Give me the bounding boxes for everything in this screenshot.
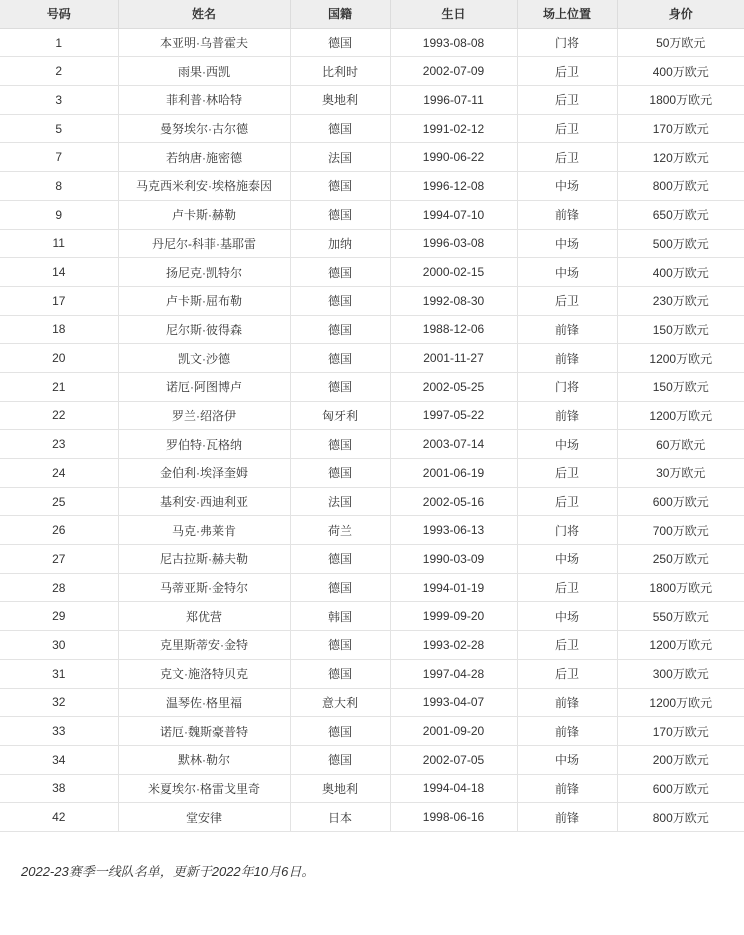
- cell-position: 门将: [517, 28, 617, 57]
- cell-value: 1800万欧元: [617, 86, 744, 115]
- table-row: [0, 774, 744, 803]
- cell-number: 22: [0, 401, 118, 430]
- cell-nationality: 德国: [290, 372, 390, 401]
- table-row: [0, 28, 744, 57]
- footnote: 2022-23赛季一线队名单，更新于2022年10月6日。: [21, 863, 315, 879]
- cell-birthday: 1996-03-08: [390, 229, 517, 258]
- table-row: [0, 459, 744, 488]
- cell-name: 堂安律: [118, 803, 290, 832]
- cell-name: 默林·勒尔: [118, 745, 290, 774]
- cell-number: 24: [0, 459, 118, 488]
- cell-value: 800万欧元: [617, 803, 744, 832]
- cell-position: 后卫: [517, 459, 617, 488]
- cell-position: 后卫: [517, 487, 617, 516]
- cell-name: 郑优营: [118, 602, 290, 631]
- cell-position: 前锋: [517, 200, 617, 229]
- cell-birthday: 1997-05-22: [390, 401, 517, 430]
- cell-birthday: 1991-02-12: [390, 114, 517, 143]
- cell-birthday: 1990-06-22: [390, 143, 517, 172]
- cell-position: 中场: [517, 172, 617, 201]
- cell-value: 500万欧元: [617, 229, 744, 258]
- cell-number: 2: [0, 57, 118, 86]
- cell-value: 230万欧元: [617, 286, 744, 315]
- cell-number: 28: [0, 573, 118, 602]
- cell-name: 雨果·西凯: [118, 57, 290, 86]
- cell-position: 前锋: [517, 401, 617, 430]
- cell-position: 中场: [517, 258, 617, 287]
- cell-number: 25: [0, 487, 118, 516]
- cell-name: 米夏埃尔·格雷戈里奇: [118, 774, 290, 803]
- cell-number: 3: [0, 86, 118, 115]
- cell-birthday: 2001-06-19: [390, 459, 517, 488]
- cell-name: 尼尔斯·彼得森: [118, 315, 290, 344]
- cell-number: 32: [0, 688, 118, 717]
- table-row: [0, 631, 744, 660]
- cell-nationality: 德国: [290, 545, 390, 574]
- table-row: [0, 688, 744, 717]
- table-row: [0, 717, 744, 746]
- cell-position: 后卫: [517, 631, 617, 660]
- table-row: [0, 659, 744, 688]
- cell-value: 170万欧元: [617, 717, 744, 746]
- cell-birthday: 1988-12-06: [390, 315, 517, 344]
- cell-number: 11: [0, 229, 118, 258]
- cell-value: 600万欧元: [617, 774, 744, 803]
- cell-number: 18: [0, 315, 118, 344]
- cell-position: 前锋: [517, 344, 617, 373]
- cell-value: 50万欧元: [617, 28, 744, 57]
- table-row: [0, 57, 744, 86]
- cell-value: 400万欧元: [617, 258, 744, 287]
- cell-birthday: 1992-08-30: [390, 286, 517, 315]
- cell-birthday: 1993-06-13: [390, 516, 517, 545]
- cell-position: 中场: [517, 745, 617, 774]
- cell-value: 1200万欧元: [617, 631, 744, 660]
- cell-birthday: 1996-07-11: [390, 86, 517, 115]
- cell-birthday: 2000-02-15: [390, 258, 517, 287]
- cell-number: 42: [0, 803, 118, 832]
- cell-nationality: 德国: [290, 200, 390, 229]
- cell-name: 凯文·沙德: [118, 344, 290, 373]
- cell-birthday: 1997-04-28: [390, 659, 517, 688]
- table-header-row: [0, 0, 744, 28]
- cell-nationality: 加纳: [290, 229, 390, 258]
- cell-name: 丹尼尔-科菲·基耶雷: [118, 229, 290, 258]
- cell-name: 曼努埃尔·古尔德: [118, 114, 290, 143]
- cell-nationality: 德国: [290, 459, 390, 488]
- cell-value: 650万欧元: [617, 200, 744, 229]
- cell-name: 克里斯蒂安·金特: [118, 631, 290, 660]
- cell-position: 前锋: [517, 688, 617, 717]
- cell-birthday: 2001-11-27: [390, 344, 517, 373]
- cell-value: 700万欧元: [617, 516, 744, 545]
- cell-position: 中场: [517, 602, 617, 631]
- table-row: [0, 545, 744, 574]
- cell-name: 扬尼克·凯特尔: [118, 258, 290, 287]
- cell-nationality: 韩国: [290, 602, 390, 631]
- cell-number: 30: [0, 631, 118, 660]
- cell-nationality: 德国: [290, 573, 390, 602]
- table-row: [0, 803, 744, 832]
- cell-number: 17: [0, 286, 118, 315]
- cell-number: 20: [0, 344, 118, 373]
- cell-nationality: 德国: [290, 430, 390, 459]
- cell-number: 27: [0, 545, 118, 574]
- cell-value: 1800万欧元: [617, 573, 744, 602]
- cell-position: 后卫: [517, 573, 617, 602]
- cell-nationality: 比利时: [290, 57, 390, 86]
- cell-value: 150万欧元: [617, 315, 744, 344]
- table-row: [0, 114, 744, 143]
- table-row: [0, 172, 744, 201]
- cell-birthday: 2001-09-20: [390, 717, 517, 746]
- table-row: [0, 487, 744, 516]
- cell-name: 菲利普·林哈特: [118, 86, 290, 115]
- cell-position: 门将: [517, 372, 617, 401]
- cell-name: 罗兰·绍洛伊: [118, 401, 290, 430]
- cell-nationality: 德国: [290, 286, 390, 315]
- cell-nationality: 德国: [290, 114, 390, 143]
- cell-position: 后卫: [517, 57, 617, 86]
- cell-name: 尼古拉斯·赫夫勒: [118, 545, 290, 574]
- cell-nationality: 德国: [290, 315, 390, 344]
- cell-birthday: 1999-09-20: [390, 602, 517, 631]
- cell-value: 1200万欧元: [617, 344, 744, 373]
- cell-number: 7: [0, 143, 118, 172]
- table-row: [0, 86, 744, 115]
- cell-number: 29: [0, 602, 118, 631]
- cell-name: 若纳唐·施密德: [118, 143, 290, 172]
- table-row: [0, 229, 744, 258]
- cell-number: 38: [0, 774, 118, 803]
- cell-position: 中场: [517, 229, 617, 258]
- cell-nationality: 奥地利: [290, 774, 390, 803]
- cell-birthday: 1993-02-28: [390, 631, 517, 660]
- cell-nationality: 荷兰: [290, 516, 390, 545]
- cell-name: 基利安·西迪利亚: [118, 487, 290, 516]
- cell-number: 33: [0, 717, 118, 746]
- cell-birthday: 2003-07-14: [390, 430, 517, 459]
- cell-nationality: 德国: [290, 258, 390, 287]
- cell-birthday: 1993-04-07: [390, 688, 517, 717]
- table-row: [0, 602, 744, 631]
- table-body: [0, 28, 744, 831]
- cell-nationality: 匈牙利: [290, 401, 390, 430]
- cell-nationality: 德国: [290, 631, 390, 660]
- cell-position: 前锋: [517, 315, 617, 344]
- cell-value: 1200万欧元: [617, 401, 744, 430]
- table-row: [0, 401, 744, 430]
- cell-position: 后卫: [517, 659, 617, 688]
- cell-birthday: 1994-07-10: [390, 200, 517, 229]
- cell-position: 后卫: [517, 114, 617, 143]
- cell-value: 170万欧元: [617, 114, 744, 143]
- column-header-nationality: 国籍: [290, 0, 390, 28]
- cell-position: 中场: [517, 545, 617, 574]
- table-row: [0, 573, 744, 602]
- cell-value: 120万欧元: [617, 143, 744, 172]
- cell-value: 150万欧元: [617, 372, 744, 401]
- table-row: [0, 516, 744, 545]
- column-header-value: 身价: [617, 0, 744, 28]
- cell-nationality: 德国: [290, 717, 390, 746]
- cell-number: 1: [0, 28, 118, 57]
- cell-name: 马克西米利安·埃格施泰因: [118, 172, 290, 201]
- cell-nationality: 法国: [290, 487, 390, 516]
- column-header-position: 场上位置: [517, 0, 617, 28]
- cell-nationality: 德国: [290, 659, 390, 688]
- cell-name: 本亚明·乌普霍夫: [118, 28, 290, 57]
- cell-number: 14: [0, 258, 118, 287]
- cell-birthday: 1994-04-18: [390, 774, 517, 803]
- cell-nationality: 日本: [290, 803, 390, 832]
- cell-position: 后卫: [517, 86, 617, 115]
- cell-position: 前锋: [517, 774, 617, 803]
- cell-name: 克文·施洛特贝克: [118, 659, 290, 688]
- cell-name: 卢卡斯·赫勒: [118, 200, 290, 229]
- cell-number: 34: [0, 745, 118, 774]
- cell-value: 400万欧元: [617, 57, 744, 86]
- column-header-number: 号码: [0, 0, 118, 28]
- table-row: [0, 286, 744, 315]
- cell-number: 21: [0, 372, 118, 401]
- table-row: [0, 200, 744, 229]
- cell-number: 23: [0, 430, 118, 459]
- cell-birthday: 2002-07-09: [390, 57, 517, 86]
- cell-birthday: 1996-12-08: [390, 172, 517, 201]
- cell-nationality: 德国: [290, 745, 390, 774]
- cell-nationality: 德国: [290, 28, 390, 57]
- cell-name: 温琴佐·格里福: [118, 688, 290, 717]
- cell-position: 中场: [517, 430, 617, 459]
- cell-birthday: 2002-07-05: [390, 745, 517, 774]
- cell-birthday: 2002-05-16: [390, 487, 517, 516]
- cell-nationality: 法国: [290, 143, 390, 172]
- cell-nationality: 德国: [290, 344, 390, 373]
- table-row: [0, 430, 744, 459]
- cell-number: 5: [0, 114, 118, 143]
- cell-position: 门将: [517, 516, 617, 545]
- cell-nationality: 奥地利: [290, 86, 390, 115]
- cell-value: 30万欧元: [617, 459, 744, 488]
- cell-name: 金伯利·埃泽奎姆: [118, 459, 290, 488]
- cell-birthday: 1993-08-08: [390, 28, 517, 57]
- cell-number: 31: [0, 659, 118, 688]
- table-row: [0, 143, 744, 172]
- cell-position: 后卫: [517, 286, 617, 315]
- cell-name: 马蒂亚斯·金特尔: [118, 573, 290, 602]
- cell-value: 60万欧元: [617, 430, 744, 459]
- cell-number: 8: [0, 172, 118, 201]
- table-row: [0, 745, 744, 774]
- column-header-name: 姓名: [118, 0, 290, 28]
- cell-name: 卢卡斯·屈布勒: [118, 286, 290, 315]
- cell-name: 罗伯特·瓦格纳: [118, 430, 290, 459]
- cell-value: 200万欧元: [617, 745, 744, 774]
- cell-position: 前锋: [517, 717, 617, 746]
- cell-value: 550万欧元: [617, 602, 744, 631]
- cell-value: 300万欧元: [617, 659, 744, 688]
- column-header-birthday: 生日: [390, 0, 517, 28]
- cell-position: 后卫: [517, 143, 617, 172]
- cell-value: 250万欧元: [617, 545, 744, 574]
- cell-birthday: 1998-06-16: [390, 803, 517, 832]
- table-row: [0, 258, 744, 287]
- table-row: [0, 372, 744, 401]
- cell-birthday: 2002-05-25: [390, 372, 517, 401]
- cell-number: 9: [0, 200, 118, 229]
- cell-value: 1200万欧元: [617, 688, 744, 717]
- cell-nationality: 德国: [290, 172, 390, 201]
- cell-number: 26: [0, 516, 118, 545]
- cell-value: 600万欧元: [617, 487, 744, 516]
- cell-value: 800万欧元: [617, 172, 744, 201]
- cell-name: 马克·弗莱肯: [118, 516, 290, 545]
- cell-position: 前锋: [517, 803, 617, 832]
- cell-nationality: 意大利: [290, 688, 390, 717]
- cell-name: 诺厄·阿图博卢: [118, 372, 290, 401]
- cell-birthday: 1990-03-09: [390, 545, 517, 574]
- table-row: [0, 315, 744, 344]
- cell-birthday: 1994-01-19: [390, 573, 517, 602]
- table-row: [0, 344, 744, 373]
- cell-name: 诺厄·魏斯豪普特: [118, 717, 290, 746]
